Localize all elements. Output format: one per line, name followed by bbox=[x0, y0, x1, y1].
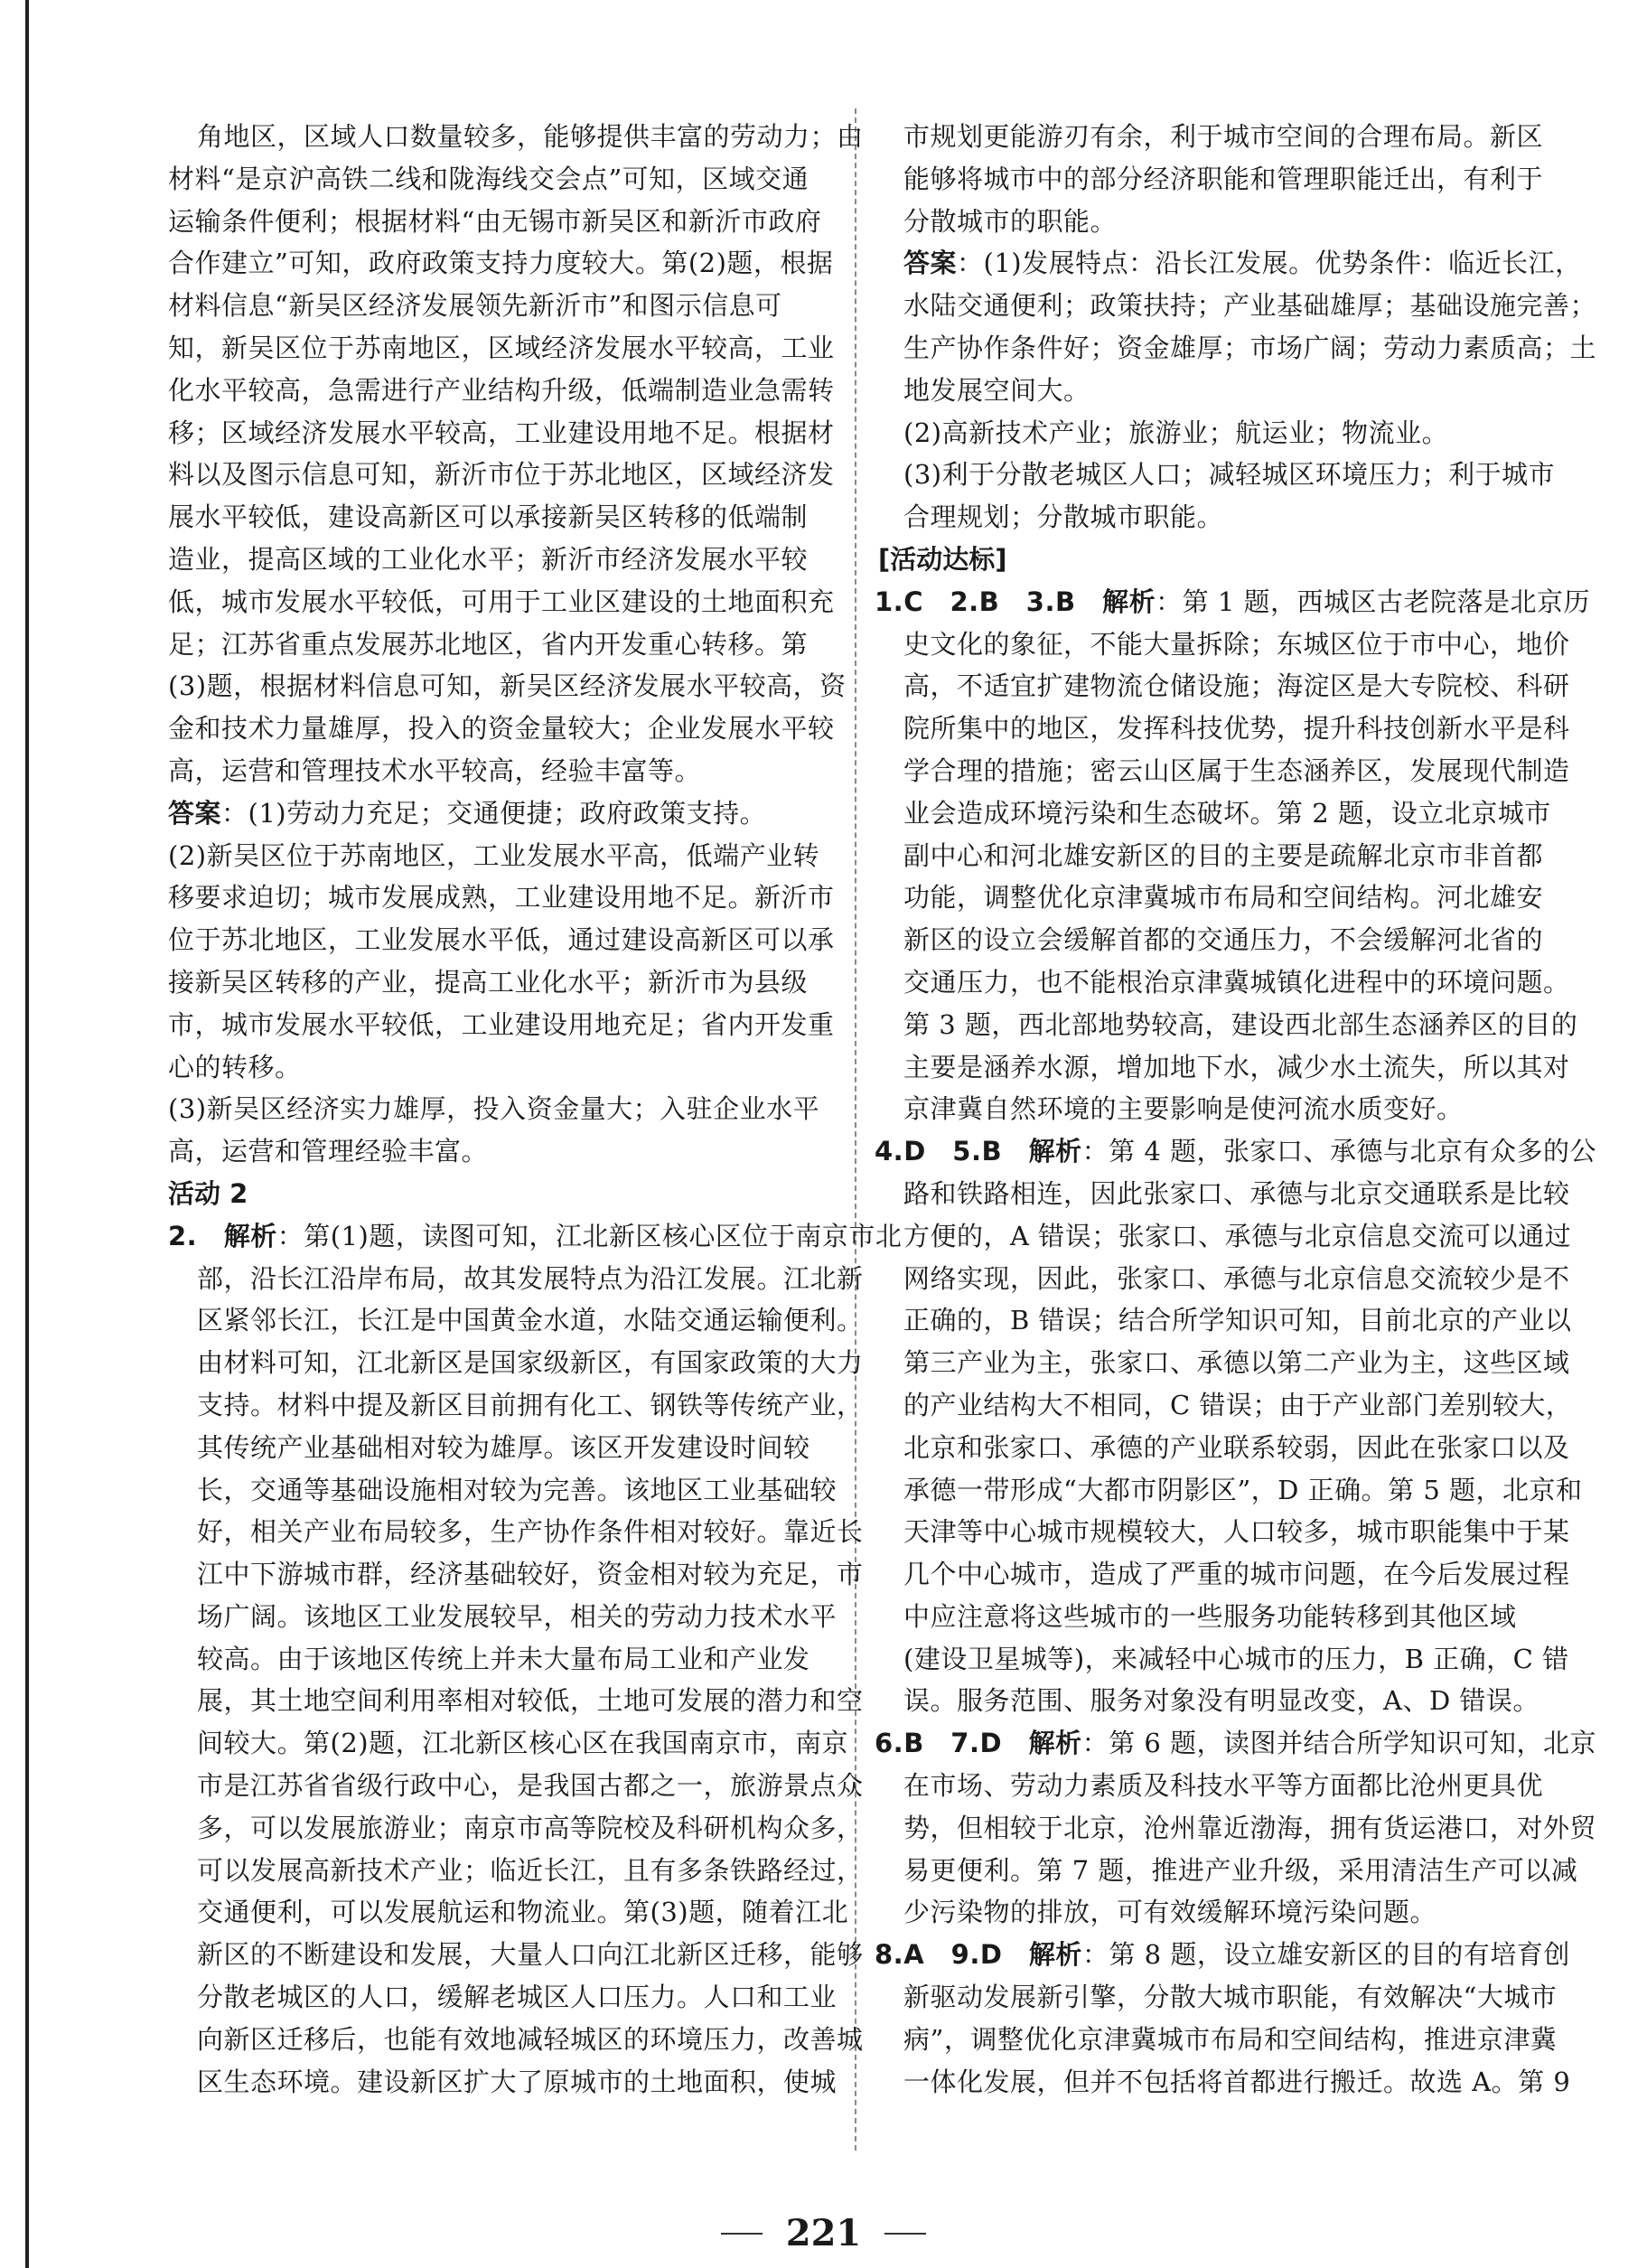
line-text: 好，相关产业布局较多，生产协作条件相对较好。靠近长 bbox=[197, 1516, 864, 1548]
line-text: 北京和张家口、承德的产业联系较弱，因此在张家口以及 bbox=[903, 1431, 1570, 1463]
text-line bbox=[168, 1469, 837, 1512]
line-text: 江中下游城市群，经济基础较好，资金相对较为充足，市 bbox=[197, 1559, 864, 1590]
line-text: ：第 8 题，设立雄安新区的目的有培育创 bbox=[1081, 1939, 1570, 1971]
bold-label: 解析 bbox=[1028, 1939, 1082, 1971]
line-text: ：(1)劳动力充足；交通便捷；政府政策支持。 bbox=[221, 797, 767, 829]
text-line bbox=[875, 2019, 1558, 2061]
text-line bbox=[875, 1130, 1596, 1173]
line-text: (2)新吴区位于苏南地区，工业发展水平高，低端产业转 bbox=[168, 839, 820, 871]
line-text: 造业，提高区域的工业化水平；新沂市经济发展水平较 bbox=[168, 543, 809, 575]
text-line bbox=[875, 1765, 1543, 1807]
line-text: 一体化发展，但并不包括将首都进行搬迁。故选 A。第 9 bbox=[903, 2066, 1571, 2097]
line-text: 合理规划；分散城市职能。 bbox=[903, 501, 1224, 533]
right-column bbox=[875, 116, 1597, 2103]
line-text: 分散老城区的人口，缓解老城区人口压力。人口和工业 bbox=[197, 1982, 838, 2013]
line-text: 角地区，区域人口数量较多，能够提供丰富的劳动力；由 bbox=[197, 121, 864, 152]
bold-label: 解析 bbox=[1028, 1728, 1082, 1759]
line-text: 第 3 题，西北部地势较高，建设西北部生态涵养区的目的 bbox=[903, 1008, 1578, 1040]
line-text: 功能，调整优化京津冀城市布局和空间结构。河北雄安 bbox=[903, 882, 1544, 914]
line-text: 向新区迁移后，也能有效地减轻城区的环境压力，改善城 bbox=[197, 2023, 864, 2055]
text-line bbox=[875, 708, 1570, 750]
line-text: 势，但相较于北京，沧州靠近渤海，拥有货运港口，对外贸 bbox=[903, 1812, 1597, 1843]
text-line bbox=[168, 581, 837, 623]
line-text: 院所集中的地区，发挥科技优势，提升科技创新水平是科 bbox=[903, 713, 1570, 745]
text-line bbox=[168, 285, 837, 327]
text-line bbox=[875, 1511, 1570, 1553]
text-line bbox=[875, 835, 1543, 877]
text-line bbox=[875, 2061, 1571, 2104]
line-text: 低，城市发展水平较低，可用于工业区建设的土地面积充 bbox=[168, 586, 835, 617]
text-line bbox=[875, 581, 1590, 623]
line-text: 史文化的象征，不能大量拆除；东城区位于市中心，地价 bbox=[903, 628, 1570, 660]
line-text: 市，城市发展水平较低，工业建设用地充足；省内开发重 bbox=[168, 1008, 835, 1040]
text-line bbox=[168, 1553, 864, 1596]
text-line bbox=[875, 1215, 1572, 1258]
text-line bbox=[168, 708, 837, 750]
line-text: 多，可以发展旅游业；南京市高等院校及科研机构众多， bbox=[197, 1812, 864, 1843]
line-text: 合作建立”可知，政府政策支持力度较大。第(2)题，根据 bbox=[168, 248, 834, 279]
line-text: 知，新吴区位于苏南地区，区域经济发展水平较高，工业 bbox=[168, 332, 835, 363]
line-text: 新区的设立会缓解首都的交通压力，不会缓解河北省的 bbox=[903, 924, 1544, 956]
text-line bbox=[168, 1850, 864, 1892]
text-line bbox=[875, 1553, 1570, 1596]
text-line bbox=[875, 1427, 1570, 1469]
line-text: 区生态环境。建设新区扩大了原城市的土地面积，使城 bbox=[197, 2066, 838, 2097]
text-line bbox=[875, 285, 1597, 327]
line-text: ：第 1 题，西城区古老院落是北京历 bbox=[1156, 586, 1590, 617]
text-line bbox=[875, 876, 1543, 919]
line-text: 网络实现，因此，张家口、承德与北京信息交流较少是不 bbox=[903, 1262, 1570, 1294]
bold-label: 解析 bbox=[223, 1220, 277, 1251]
line-text: 展，其土地空间利用率相对较低，土地可发展的潜力和空 bbox=[197, 1685, 864, 1717]
text-line bbox=[168, 1596, 837, 1638]
text-line bbox=[168, 876, 837, 919]
line-text: 高，不适宜扩建物流仓储设施；海淀区是大专院校、科研 bbox=[903, 670, 1570, 702]
text-line bbox=[168, 919, 837, 961]
text-line bbox=[168, 1765, 864, 1807]
line-text: 移；区域经济发展水平较高，工业建设用地不足。根据材 bbox=[168, 417, 835, 448]
line-text: 接新吴区转移的产业，提高工业化水平；新沂市为县级 bbox=[168, 966, 809, 998]
line-text: 能够将城市中的部分经济职能和管理职能迁出，有利于 bbox=[903, 163, 1544, 194]
footer-dash-right bbox=[884, 2233, 926, 2235]
text-line bbox=[168, 412, 837, 455]
text-line bbox=[168, 835, 837, 877]
text-line bbox=[168, 1427, 837, 1469]
line-text: 业会造成环境污染和生态破坏。第 2 题，设立北京城市 bbox=[903, 797, 1551, 829]
line-text: 市规划更能游刃有余，利于城市空间的合理布局。新区 bbox=[903, 121, 1544, 152]
line-text: 其传统产业基础相对较为雄厚。该区开发建设时间较 bbox=[197, 1431, 810, 1463]
text-line bbox=[875, 1088, 1543, 1130]
line-text: ：第(1)题，读图可知，江北新区核心区位于南京市北 bbox=[276, 1220, 903, 1251]
line-text: 正确的，B 错误；结合所学知识可知，目前北京的产业以 bbox=[903, 1305, 1572, 1336]
text-line bbox=[168, 201, 837, 243]
text-line bbox=[875, 919, 1543, 961]
text-line bbox=[168, 1680, 864, 1722]
text-line bbox=[168, 454, 837, 496]
left-column bbox=[168, 116, 903, 2103]
text-line bbox=[875, 1469, 1583, 1512]
text-line bbox=[875, 496, 1543, 539]
line-text: 高，运营和管理技术水平较高，经验丰富等。 bbox=[168, 754, 702, 786]
line-text: 生产协作条件好；资金雄厚；市场广阔；劳动力素质高；土 bbox=[903, 332, 1597, 363]
line-text: 化水平较高，急需进行产业结构升级，低端制造业急需转 bbox=[168, 374, 835, 406]
text-line bbox=[168, 1130, 837, 1173]
line-text: 副中心和河北雄安新区的目的主要是疏解北京市非首都 bbox=[903, 839, 1544, 871]
text-line bbox=[875, 1807, 1597, 1850]
text-line bbox=[875, 116, 1543, 158]
line-text: 较高。由于该地区传统上并未大量布局工业和产业发 bbox=[197, 1643, 810, 1674]
text-line bbox=[875, 1258, 1570, 1300]
line-text: 材料“是京沪高铁二线和陇海线交会点”可知，区域交通 bbox=[168, 163, 809, 194]
line-text: 运输条件便利；根据材料“由无锡市新吴区和新沂市政府 bbox=[168, 205, 822, 237]
line-text: (2)高新技术产业；旅游业；航运业；物流业。 bbox=[903, 417, 1449, 448]
line-text: 学合理的措施；密云山区属于生态涵养区，发展现代制造 bbox=[903, 754, 1570, 786]
text-line bbox=[168, 1299, 864, 1342]
text-line bbox=[875, 1004, 1578, 1046]
text-line bbox=[875, 158, 1543, 201]
line-text: 在市场、劳动力素质及科技水平等方面都比沧州更具优 bbox=[903, 1770, 1544, 1802]
line-text: 天津等中心城市规模较大，人口较多，城市职能集中于某 bbox=[903, 1516, 1570, 1548]
line-text: (3)新吴区经济实力雄厚，投入资金量大；入驻企业水平 bbox=[168, 1093, 820, 1125]
line-text: 由材料可知，江北新区是国家级新区，有国家政策的大力 bbox=[197, 1347, 864, 1379]
text-line bbox=[875, 412, 1543, 455]
line-text: 金和技术力量雄厚，投入的资金量较大；企业发展水平较 bbox=[168, 713, 835, 745]
question-number: 8.A 9.D bbox=[875, 1939, 1003, 1971]
question-number: 1.C 2.B 3.B bbox=[875, 586, 1076, 617]
text-line bbox=[168, 1088, 837, 1130]
text-line bbox=[168, 1638, 837, 1681]
line-text: 区紧邻长江，长江是中国黄金水道，水陆交通运输便利。 bbox=[197, 1305, 864, 1336]
line-text: 地发展空间大。 bbox=[903, 374, 1090, 406]
text-line bbox=[168, 1384, 864, 1427]
line-text: (3)题，根据材料信息可知，新吴区经济发展水平较高，资 bbox=[168, 670, 847, 702]
line-text: 分散城市的职能。 bbox=[903, 205, 1118, 237]
text-line bbox=[168, 1258, 864, 1300]
line-text: 主要是涵养水源，增加地下水，减少水土流失，所以其对 bbox=[903, 1051, 1570, 1082]
line-text: 长，交通等基础设施相对较为完善。该地区工业基础较 bbox=[197, 1474, 838, 1505]
text-line bbox=[168, 1934, 864, 1976]
line-text: 中应注意将这些城市的一些服务功能转移到其他区域 bbox=[903, 1600, 1517, 1632]
page-footer bbox=[0, 2212, 1647, 2254]
line-text: 料以及图示信息可知，新沂市位于苏北地区，区域经济发 bbox=[168, 459, 835, 491]
line-text: 交通压力，也不能根治京津冀城镇化进程中的环境问题。 bbox=[903, 966, 1570, 998]
text-line bbox=[168, 1976, 837, 2019]
text-line bbox=[168, 158, 837, 201]
text-line bbox=[875, 1596, 1543, 1638]
text-line bbox=[875, 1976, 1558, 2019]
line-text: 承德一带形成“大都市阴影区”，D 正确。第 5 题，北京和 bbox=[903, 1474, 1583, 1505]
text-line bbox=[875, 1722, 1596, 1765]
line-text: 方便的，A 错误；张家口、承德与北京信息交流可以通过 bbox=[903, 1220, 1572, 1251]
question-number: 2. bbox=[168, 1220, 198, 1251]
line-text: 移要求迫切；城市发展成熟，工业建设用地不足。新沂市 bbox=[168, 882, 835, 914]
question-number: 6.B 7.D bbox=[875, 1728, 1003, 1759]
text-line bbox=[875, 665, 1570, 708]
text-line bbox=[875, 1173, 1570, 1215]
text-line bbox=[875, 1891, 1543, 1934]
text-line bbox=[168, 327, 837, 370]
line-text: 材料信息“新吴区经济发展领先新沂市”和图示信息可 bbox=[168, 290, 782, 322]
text-line bbox=[875, 1638, 1569, 1681]
text-line bbox=[875, 792, 1551, 835]
text-line bbox=[168, 1004, 837, 1046]
text-line bbox=[875, 242, 1582, 285]
line-text: 新驱动发展新引擎，分散大城市职能，有效解决“大城市 bbox=[903, 1982, 1558, 2013]
text-line bbox=[168, 961, 837, 1004]
text-line bbox=[168, 1891, 849, 1934]
line-text: 足；江苏省重点发展苏北地区，省内开发重心转移。第 bbox=[168, 628, 809, 660]
text-line bbox=[875, 1299, 1572, 1342]
section-title: [ 活动达标 ] bbox=[875, 544, 1007, 575]
line-text: 路和铁路相连，因此张家口、承德与北京交通联系是比较 bbox=[903, 1177, 1570, 1209]
text-line bbox=[875, 327, 1597, 370]
text-line bbox=[875, 961, 1570, 1004]
line-text: 的产业结构大不相同，C 错误；由于产业部门差别较大， bbox=[903, 1389, 1573, 1420]
line-text: 京津冀自然环境的主要影响是使河流水质变好。 bbox=[903, 1093, 1464, 1125]
text-line bbox=[168, 2019, 864, 2061]
line-text: ：第 4 题，张家口、承德与北京有众多的公 bbox=[1081, 1136, 1596, 1167]
text-line bbox=[168, 2061, 837, 2104]
bold-label: 答案 bbox=[903, 248, 958, 279]
text-line bbox=[168, 623, 837, 666]
bold-label: 解析 bbox=[1028, 1136, 1082, 1167]
text-line bbox=[875, 1342, 1570, 1384]
bold-label: 解析 bbox=[1102, 586, 1156, 617]
line-text: 第三产业为主，张家口、承德以第二产业为主，这些区域 bbox=[903, 1347, 1570, 1379]
text-line bbox=[875, 1046, 1570, 1089]
line-text: 场广阔。该地区工业发展较早，相关的劳动力技术水平 bbox=[197, 1600, 838, 1632]
text-line bbox=[168, 1722, 849, 1765]
line-text: 高，运营和管理经验丰富。 bbox=[168, 1136, 489, 1167]
line-text: ：第 6 题，读图并结合所学知识可知，北京 bbox=[1081, 1728, 1596, 1759]
line-text: 展水平较低，建设高新区可以承接新吴区转移的低端制 bbox=[168, 501, 809, 533]
text-line bbox=[875, 1850, 1578, 1892]
line-text: 市是江苏省省级行政中心，是我国古都之一，旅游景点众 bbox=[197, 1770, 864, 1802]
question-number: 4.D 5.B bbox=[875, 1136, 1003, 1167]
line-text: 新区的不断建设和发展，大量人口向江北新区迁移，能够 bbox=[197, 1939, 864, 1971]
bold-label: 答案 bbox=[168, 797, 222, 829]
text-line bbox=[168, 750, 837, 792]
text-line bbox=[875, 1384, 1573, 1427]
line-text: 可以发展高新技术产业；临近长江，且有多条铁路经过， bbox=[197, 1854, 864, 1886]
text-line bbox=[168, 792, 837, 835]
footer-dash-left bbox=[721, 2233, 763, 2235]
line-text: 部，沿长江沿岸布局，故其发展特点为沿江发展。江北新 bbox=[197, 1262, 864, 1294]
line-text: 位于苏北地区，工业发展水平低，通过建设高新区可以承 bbox=[168, 924, 835, 956]
text-line bbox=[875, 370, 1543, 412]
line-text: 心的转移。 bbox=[168, 1051, 302, 1082]
line-text: 少污染物的排放，可有效缓解环境污染问题。 bbox=[903, 1897, 1437, 1928]
line-text: 支持。材料中提及新区目前拥有化工、钢铁等传统产业， bbox=[197, 1389, 864, 1420]
text-line bbox=[875, 1680, 1543, 1722]
text-line bbox=[875, 623, 1570, 666]
text-line bbox=[168, 1342, 864, 1384]
text-line bbox=[168, 242, 837, 285]
line-text: 间较大。第(2)题，江北新区核心区在我国南京市，南京 bbox=[197, 1728, 849, 1759]
page-edge-line bbox=[25, 0, 29, 2268]
line-text: 误。服务范围、服务对象没有明显改变，A、D 错误。 bbox=[903, 1685, 1539, 1717]
text-line bbox=[168, 1511, 864, 1553]
line-text: 易更便利。第 7 题，推进产业升级，采用清洁生产可以减 bbox=[903, 1854, 1578, 1886]
text-line bbox=[168, 496, 837, 539]
line-text: 病”，调整优化京津冀城市布局和空间结构，推进京津冀 bbox=[903, 2023, 1558, 2055]
activity-heading: 活动 2 bbox=[168, 1177, 248, 1209]
text-line bbox=[168, 1215, 903, 1258]
line-text: (3)利于分散老城区人口；减轻城区环境压力；利于城市 bbox=[903, 459, 1556, 491]
line-text: 交通便利，可以发展航运和物流业。第(3)题，随着江北 bbox=[197, 1897, 849, 1928]
text-line bbox=[168, 539, 837, 581]
line-text: 几个中心城市，造成了严重的城市问题，在今后发展过程 bbox=[903, 1559, 1570, 1590]
text-line bbox=[875, 454, 1556, 496]
line-text: ：(1)发展特点：沿长江发展。优势条件：临近长江， bbox=[957, 248, 1582, 279]
text-line bbox=[875, 750, 1570, 792]
section-heading bbox=[875, 539, 1543, 581]
text-line bbox=[168, 1046, 837, 1089]
text-line bbox=[168, 665, 847, 708]
text-line bbox=[875, 1934, 1570, 1976]
text-line bbox=[168, 116, 864, 158]
text-line bbox=[875, 201, 1543, 243]
line-text: 水陆交通便利；政策扶持；产业基础雄厚；基础设施完善； bbox=[903, 290, 1597, 322]
line-text: (建设卫星城等)，来减轻中心城市的压力，B 正确，C 错 bbox=[903, 1643, 1569, 1674]
page-number: 221 bbox=[785, 2212, 862, 2254]
text-line bbox=[168, 370, 837, 412]
text-line bbox=[168, 1807, 864, 1850]
